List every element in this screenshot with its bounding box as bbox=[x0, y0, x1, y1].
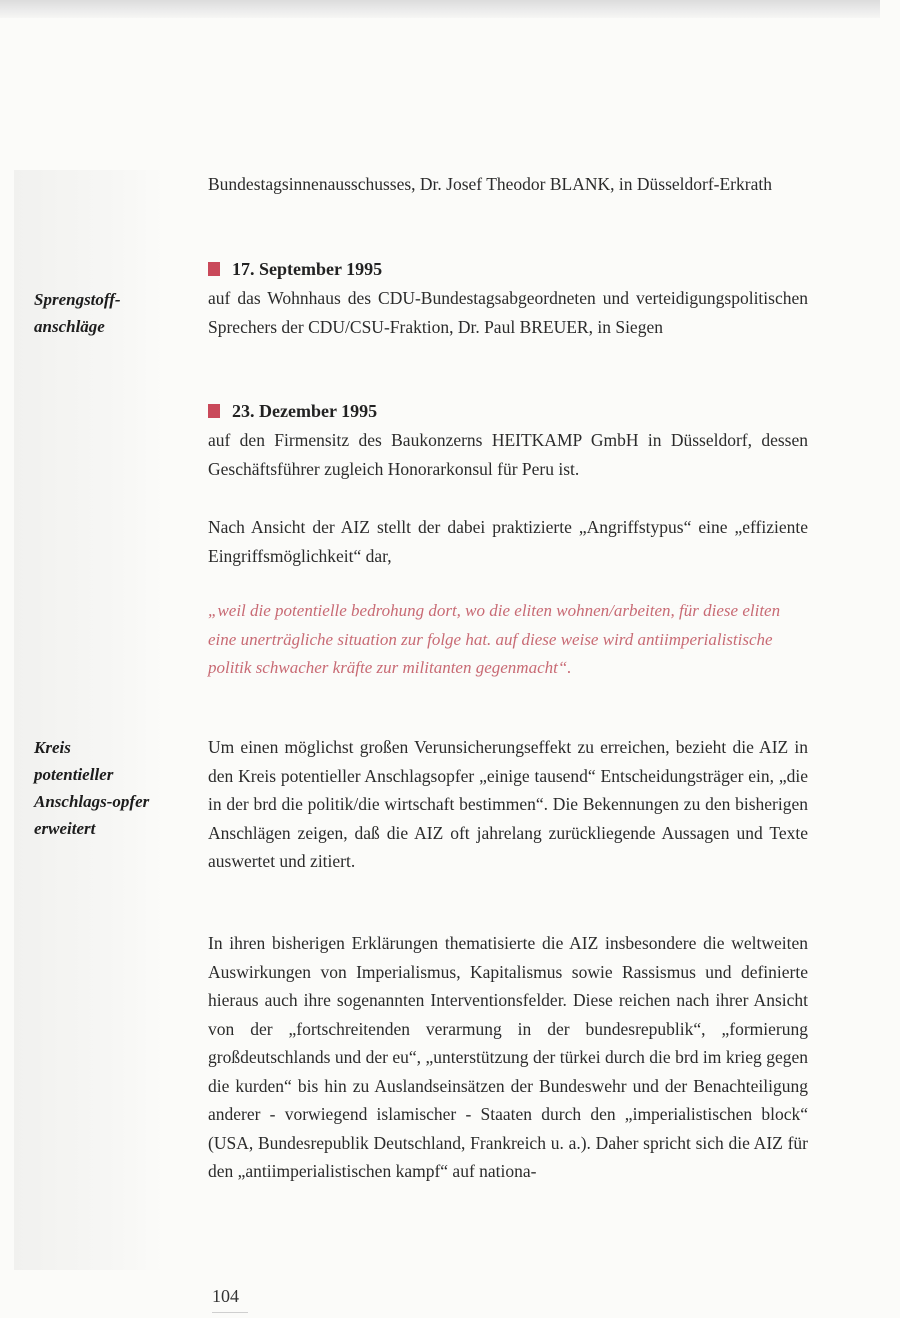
entry-text-2: auf den Firmensitz des Baukonzerns HEITKAMP GmbH in Düsseldorf, dessen Geschäftsführer zugleich Honorarkonsul für Peru ist. bbox=[208, 430, 808, 479]
page-number: 104 bbox=[212, 1286, 239, 1306]
aiz-quote: „weil die potentielle bedrohung dort, wo die eliten wohnen/arbeiten, für diese eliten eine unerträgliche situation zur folge hat. auf diese weise wird antiimperialistische politik schwacher kräfte zur militanten gegenmacht“. bbox=[208, 601, 781, 677]
bullet-marker-icon bbox=[208, 262, 220, 276]
paragraph-interventionsfelder: In ihren bisherigen Erklärungen thematisierte die AIZ insbesondere die weltweiten Auswirkungen von Imperialismus, Kapitalismus sowie Rassismus und definierte hieraus auch ihre sogenannten Interventionsfelder. Diese reichen nach ihrer Ansicht von der „fortschreitenden verarmung in der bundesrepublik“, „formierung großdeutschlands und der eu“, „unterstützung der türkei durch die brd im krieg gegen die kurden“ bis hin zu Auslandseinsätzen der Bundeswehr und der Benachteiligung anderer - vorwiegend islamischer - Staaten durch den „imperialistischen block“ (USA, Bundesrepublik Deutschland, Frankreich u. a.). Daher spricht sich die AIZ für den „antiimperialistischen kampf“ auf nationa- bbox=[208, 933, 808, 1181]
entry-date-2: 23. Dezember 1995 bbox=[208, 398, 377, 424]
sidenote-sprengstoffanschlaege: Sprengstoff-anschläge bbox=[34, 290, 121, 336]
entry-date-1: 17. September 1995 bbox=[208, 256, 382, 282]
entry-text-1: auf das Wohnhaus des CDU-Bundestagsabgeordneten und verteidigungspolitischen Sprechers der CDU/CSU-Fraktion, Dr. Paul BREUER, in Siegen bbox=[208, 288, 808, 337]
scan-top-edge bbox=[0, 0, 880, 18]
paragraph-angriffstypus: Nach Ansicht der AIZ stellt der dabei praktizierte „Angriffstypus“ eine „effiziente Eingriffsmöglichkeit“ dar, bbox=[208, 517, 808, 566]
intro-paragraph: Bundestagsinnenausschusses, Dr. Josef Theodor BLANK, in Düsseldorf-Erkrath bbox=[208, 174, 772, 194]
page-number-rule bbox=[212, 1312, 248, 1313]
sidenote-kreis-anschlagsopfer: Kreis potentieller Anschlags-opfer erweitert bbox=[34, 738, 150, 838]
bullet-marker-icon bbox=[208, 404, 220, 418]
paragraph-verunsicherung: Um einen möglichst großen Verunsicherungseffekt zu erreichen, bezieht die AIZ in den Kreis potentieller Anschlagsopfer „einige tausend“ Entscheidungsträger ein, „die in der brd die politik/die wirtschaft bestimmen“. Die Bekennungen zu den bisherigen Anschlägen zeigen, daß die AIZ oft jahrelang zurückliegende Aussagen und Texte auswertet und zitiert. bbox=[208, 737, 808, 871]
